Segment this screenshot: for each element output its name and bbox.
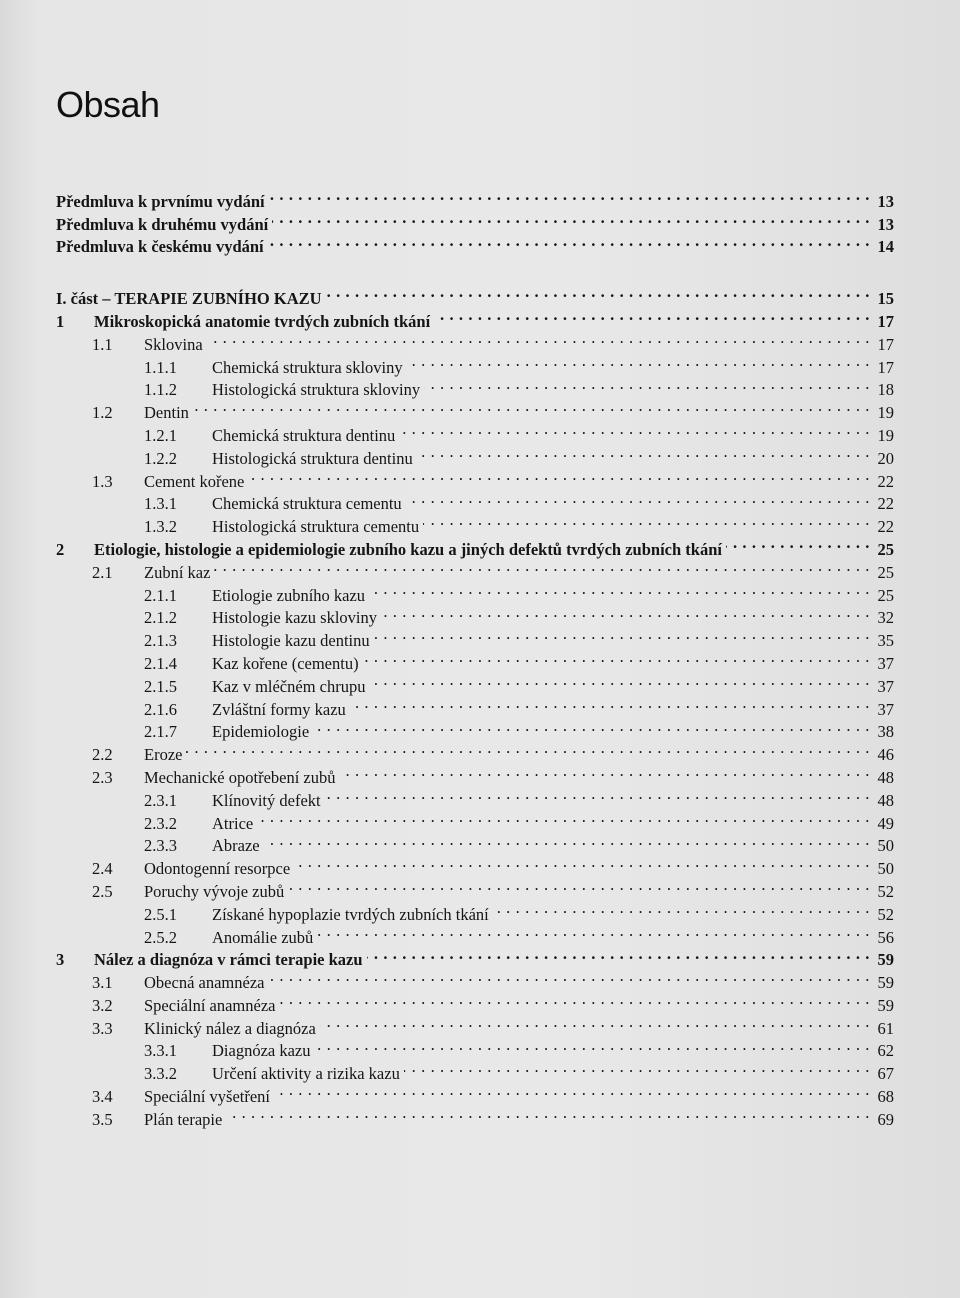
toc-entry-page: 17 xyxy=(877,357,894,377)
toc-entry-number: 3.3 xyxy=(92,1018,113,1038)
toc-entry-label: Předmluva k českému vydání xyxy=(56,237,264,257)
toc-entry-number: 3.4 xyxy=(92,1087,113,1107)
toc-leader-dots xyxy=(257,806,870,829)
toc-entry-number: 2.5 xyxy=(92,881,113,901)
toc-entry-label: Poruchy vývoje zubů xyxy=(144,881,285,901)
toc-leader-dots xyxy=(274,1079,870,1102)
toc-entry-number: 2.1 xyxy=(92,562,113,582)
toc-leader-dots xyxy=(226,1102,870,1125)
toc-entry-label: Nález a diagnóza v rámci terapie kazu xyxy=(94,950,363,970)
toc-entry-number: 2.1.2 xyxy=(144,608,177,628)
toc-entry-page: 13 xyxy=(877,214,894,234)
toc-leader-dots xyxy=(325,783,870,806)
toc-leader-dots xyxy=(363,646,870,669)
toc-entry-label: I. část – TERAPIE ZUBNÍHO KAZU xyxy=(56,289,322,309)
toc-entry xyxy=(56,281,894,309)
toc-entry-label: Anomálie zubů xyxy=(212,927,314,947)
toc-entry-page: 20 xyxy=(877,448,894,468)
toc-leader-dots xyxy=(268,965,870,988)
toc-leader-dots xyxy=(272,207,870,230)
toc-entry-number: 1.3.2 xyxy=(144,517,177,537)
toc-entry-number: 2.5.2 xyxy=(144,927,177,947)
toc-leader-dots xyxy=(417,441,870,464)
toc-entry-label: Kaz kořene (cementu) xyxy=(212,653,359,673)
toc-leader-dots xyxy=(381,601,870,624)
toc-leader-dots xyxy=(423,509,870,532)
toc-entry-number: 1.2 xyxy=(92,403,113,423)
toc-entry-number: 1.1 xyxy=(92,334,113,354)
toc-leader-dots xyxy=(493,897,870,920)
toc-entry-number: 2.1.1 xyxy=(144,585,177,605)
toc-entry-label: Chemická struktura skloviny xyxy=(212,357,403,377)
toc-entry-label: Epidemiologie xyxy=(212,722,310,742)
toc-entry-number: 2.1.3 xyxy=(144,631,177,651)
toc-leader-dots xyxy=(320,1011,870,1034)
toc-entry-label: Určení aktivity a rizika kazu xyxy=(212,1064,400,1084)
toc-entry-label: Klínovitý defekt xyxy=(212,790,321,810)
toc-entry-label: Chemická struktura cementu xyxy=(212,494,402,514)
toc-entry-number: 3.1 xyxy=(92,973,113,993)
toc-entry-number: 2.3 xyxy=(92,767,113,787)
toc-entry-label: Obecná anamnéza xyxy=(144,973,265,993)
toc-entry-number: 3 xyxy=(56,950,65,970)
toc-entry-label: Plán terapie xyxy=(144,1109,223,1129)
toc-entry-number: 1.2.1 xyxy=(144,425,177,445)
toc-entry-label: Předmluva k prvnímu vydání xyxy=(56,191,265,211)
toc-entry-page: 19 xyxy=(877,425,894,445)
toc-entry-number: 2.4 xyxy=(92,859,113,879)
toc-leader-dots xyxy=(404,1056,870,1079)
toc-entry-number: 2.1.6 xyxy=(144,699,177,719)
toc-entry-number: 2.1.5 xyxy=(144,676,177,696)
toc-entry-page: 19 xyxy=(877,403,894,423)
toc-entry xyxy=(56,184,894,211)
toc-entry-label: Cement kořene xyxy=(144,471,245,491)
toc-entry-page: 17 xyxy=(877,311,894,331)
toc-leader-dots xyxy=(186,737,870,760)
toc-entry-label: Zubní kaz xyxy=(144,562,211,582)
toc-entry-page: 52 xyxy=(877,881,894,901)
toc-entry-page: 22 xyxy=(877,494,894,514)
toc-entry-number: 2.2 xyxy=(92,745,113,765)
toc-entry-page: 25 xyxy=(877,539,894,559)
toc-entry-label: Etiologie, histologie a epidemiologie zubního kazu a jiných defektů tvrdých zubních tkání xyxy=(94,539,722,559)
toc-entry-label: Sklovina xyxy=(144,334,203,354)
toc-leader-dots xyxy=(340,760,870,783)
page-title: Obsah xyxy=(56,84,160,125)
toc-entry-number: 1.3.1 xyxy=(144,494,177,514)
toc-leader-dots xyxy=(279,988,870,1011)
toc-entry-number: 3.5 xyxy=(92,1109,113,1129)
toc-leader-dots xyxy=(434,304,870,327)
toc-entry-page: 14 xyxy=(877,237,894,257)
toc-leader-dots xyxy=(369,578,870,601)
toc-entry-page: 22 xyxy=(877,517,894,537)
toc-entry-page: 59 xyxy=(877,995,894,1015)
toc-entry-label: Histologická struktura skloviny xyxy=(212,380,421,400)
toc-leader-dots xyxy=(369,669,870,692)
toc-entry-page: 50 xyxy=(877,859,894,879)
toc-leader-dots xyxy=(294,851,870,874)
toc-entry-page: 25 xyxy=(877,562,894,582)
toc-entry-label: Kaz v mléčném chrupu xyxy=(212,676,366,696)
toc-entry-number: 2.3.1 xyxy=(144,790,177,810)
toc-entry-page: 13 xyxy=(877,191,894,211)
toc-entry-label: Speciální anamnéza xyxy=(144,995,276,1015)
toc-entry-label: Mechanické opotřebení zubů xyxy=(144,767,336,787)
toc-entry-page: 59 xyxy=(877,950,894,970)
toc-entry-label: Etiologie zubního kazu xyxy=(212,585,366,605)
toc-leader-dots xyxy=(248,464,870,487)
toc-leader-dots xyxy=(207,327,870,350)
toc-entry-label: Eroze xyxy=(144,745,183,765)
toc-leader-dots xyxy=(317,920,870,943)
toc-entry-page: 69 xyxy=(877,1109,894,1129)
toc-entry-label: Odontogenní resorpce xyxy=(144,859,291,879)
toc-entry-number: 3.3.2 xyxy=(144,1064,177,1084)
toc-leader-dots xyxy=(406,487,870,510)
toc-entry-label: Histologická struktura dentinu xyxy=(212,448,413,468)
toc-entry-page: 35 xyxy=(877,631,894,651)
toc-entry-page: 59 xyxy=(877,973,894,993)
toc-leader-dots xyxy=(326,281,870,304)
toc-entry-page: 17 xyxy=(877,334,894,354)
toc-entry-label: Získané hypoplazie tvrdých zubních tkání xyxy=(212,904,489,924)
toc-leader-dots xyxy=(268,230,870,253)
toc-entry-number: 2.1.4 xyxy=(144,653,177,673)
toc-entry-page: 25 xyxy=(877,585,894,605)
toc-leader-dots xyxy=(726,532,870,555)
toc-leader-dots xyxy=(407,350,870,373)
toc-leader-dots xyxy=(374,623,870,646)
toc-entry-number: 3.3.1 xyxy=(144,1041,177,1061)
toc-entry-page: 32 xyxy=(877,608,894,628)
toc-entry-page: 37 xyxy=(877,699,894,719)
toc-entry-label: Histologie kazu dentinu xyxy=(212,631,370,651)
toc-leader-dots xyxy=(313,715,870,738)
toc-entry-label: Histologie kazu skloviny xyxy=(212,608,377,628)
toc-entry-page: 37 xyxy=(877,653,894,673)
toc-entry-label: Mikroskopická anatomie tvrdých zubních tkání xyxy=(94,311,431,331)
toc-leader-dots xyxy=(193,395,870,418)
toc-entry-page: 67 xyxy=(877,1064,894,1084)
toc-entry-page: 48 xyxy=(877,790,894,810)
toc-entry-page: 49 xyxy=(877,813,894,833)
toc-leader-dots xyxy=(288,874,870,897)
toc-entry-page: 46 xyxy=(877,745,894,765)
toc-entry-page: 15 xyxy=(877,289,894,309)
toc-entry-number: 1.1.2 xyxy=(144,380,177,400)
toc-entry-label: Chemická struktura dentinu xyxy=(212,425,396,445)
toc-entry-page: 62 xyxy=(877,1041,894,1061)
toc-entry-page: 68 xyxy=(877,1087,894,1107)
toc-leader-dots xyxy=(424,373,870,396)
toc-entry-label: Speciální vyšetření xyxy=(144,1087,271,1107)
toc-entry-number: 3.2 xyxy=(92,995,113,1015)
toc-entry-page: 37 xyxy=(877,676,894,696)
toc-entry-page: 61 xyxy=(877,1018,894,1038)
toc-entry-number: 2.5.1 xyxy=(144,904,177,924)
toc-entry-number: 2.3.3 xyxy=(144,836,177,856)
toc-leader-dots xyxy=(350,692,870,715)
toc-leader-dots xyxy=(269,184,870,207)
toc-entry-label: Abraze xyxy=(212,836,260,856)
toc-entry-number: 2.3.2 xyxy=(144,813,177,833)
toc-entry-page: 38 xyxy=(877,722,894,742)
toc-entry-number: 1.3 xyxy=(92,471,113,491)
toc-entry-label: Dentin xyxy=(144,403,189,423)
toc-entry-label: Atrice xyxy=(212,813,254,833)
toc-entry-label: Histologická struktura cementu xyxy=(212,517,420,537)
toc-entry-number: 2 xyxy=(56,539,65,559)
toc-entry-page: 56 xyxy=(877,927,894,947)
toc-entry-label: Zvláštní formy kazu xyxy=(212,699,346,719)
toc-entry-page: 22 xyxy=(877,471,894,491)
toc-leader-dots xyxy=(315,1034,871,1057)
toc-entry-page: 50 xyxy=(877,836,894,856)
toc-entry-page: 52 xyxy=(877,904,894,924)
toc-leader-dots xyxy=(367,943,870,966)
toc-entry-number: 1 xyxy=(56,311,65,331)
toc-entry-number: 2.1.7 xyxy=(144,722,177,742)
toc-entry-page: 18 xyxy=(877,380,894,400)
toc-leader-dots xyxy=(264,829,870,852)
toc-entry-page: 48 xyxy=(877,767,894,787)
table-of-contents xyxy=(56,184,894,1129)
toc-leader-dots xyxy=(399,418,870,441)
toc-entry-number: 1.2.2 xyxy=(144,448,177,468)
toc-entry-number: 1.1.1 xyxy=(144,357,177,377)
toc-entry-label: Předmluva k druhému vydání xyxy=(56,214,269,234)
toc-entry-label: Klinický nález a diagnóza xyxy=(144,1018,316,1038)
toc-entry-label: Diagnóza kazu xyxy=(212,1041,311,1061)
toc-leader-dots xyxy=(214,555,870,578)
